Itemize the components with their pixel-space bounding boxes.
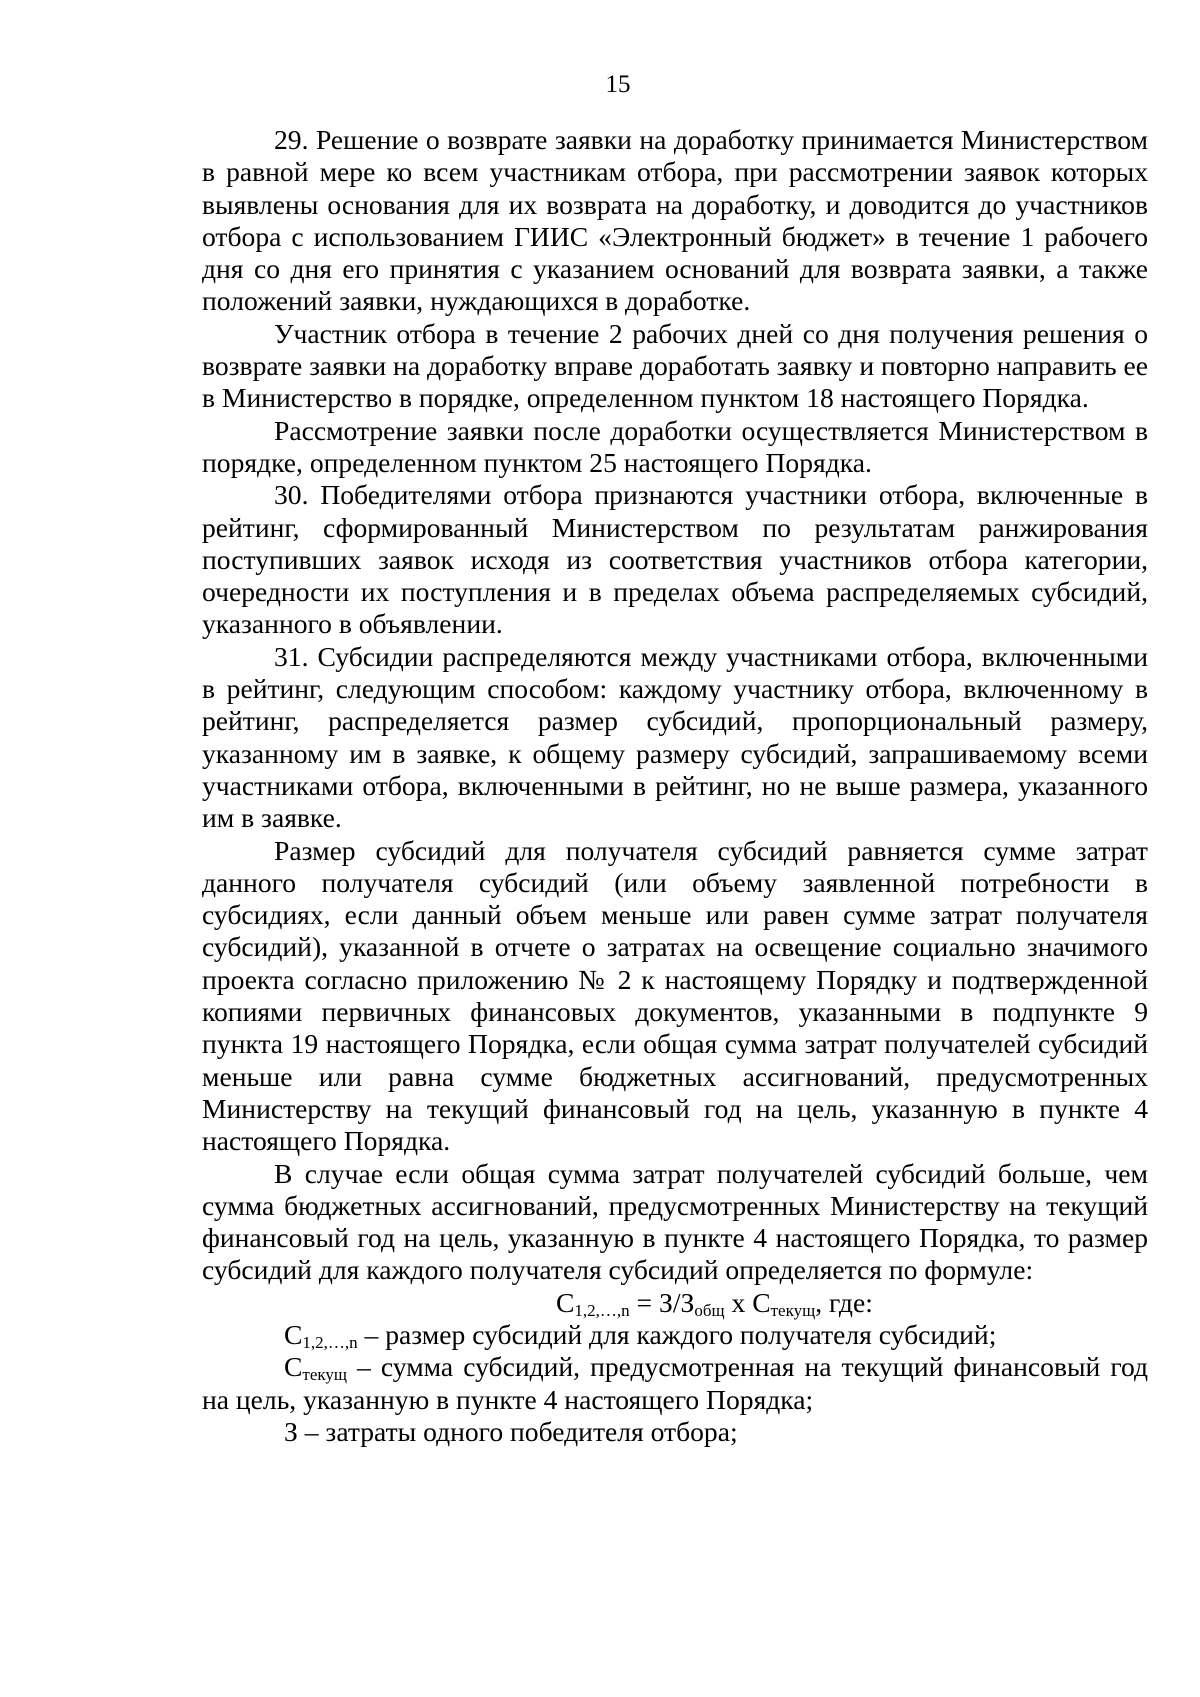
formula-z-subscript: общ bbox=[694, 1300, 725, 1320]
paragraph-rework: Участник отбора в течение 2 рабочих дней со дня получения решения о возврате заявки на доработку вправе доработать заявку и повторно направить ее в Министерство в порядке, определенном пунктом 18 настоящего Порядка. bbox=[202, 317, 1148, 414]
definition-symbol: С bbox=[284, 1318, 303, 1350]
formula-tail: , где: bbox=[815, 1286, 873, 1318]
paragraph-29: 29. Решение о возврате заявки на доработку принимается Министерством в равной мере ко всем участникам отбора, при рассмотрении заявок которых выявлены основания для их возврата на доработку, и доводится до участников отбора с использованием ГИИС «Электронный бюджет» в течение 1 рабочего дня со дня его принятия с указанием оснований для возврата заявки, а также положений заявки, нуждающихся в доработке. bbox=[202, 124, 1148, 317]
formula-c-subscript: 1,2,…,n bbox=[574, 1300, 630, 1320]
formula-times: х С bbox=[724, 1286, 771, 1318]
formula-equals: = З/З bbox=[629, 1286, 695, 1318]
paragraph-30: 30. Победителями отбора признаются участники отбора, включенные в рейтинг, сформированный Министерством по результатам ранжирования поступивших заявок исходя из соответствия участников отбора категории, очередности их поступления и в пределах объема распределяемых субсидий, указанного в объявлении. bbox=[202, 479, 1148, 640]
definition-subscript: текущ bbox=[302, 1365, 347, 1385]
definition-text: – затраты одного победителя отбора; bbox=[297, 1415, 738, 1447]
paragraph-31: 31. Субсидии распределяются между участниками отбора, включенными в рейтинг, следующим способом: каждому участнику отбора, включенному в рейтинг, распределяется размер субсидий, пропорциональный размеру, указанному им в заявке, к общему размеру субсидий, запрашиваемому всеми участниками отбора, включенными в рейтинг, но не выше размера, указанного им в заявке. bbox=[202, 640, 1148, 834]
definition-c-current bbox=[202, 1351, 1148, 1416]
definition-symbol: С bbox=[284, 1351, 303, 1383]
definition-z bbox=[202, 1416, 1148, 1448]
definition-subscript: 1,2,…,n bbox=[302, 1332, 358, 1352]
paragraph-subsidy-size: Размер субсидий для получателя субсидий равняется сумме затрат данного получателя субсидий (или объему заявленной потребности в субсидиях, если данный объем меньше или равен сумме затрат получателя субсидий), указанной в отчете о затратах на освещение социально значимого проекта согласно приложению № 2 к настоящему Порядку и подтвержденной копиями первичных финансовых документов, указанными в подпункте 9 пункта 19 настоящего Порядка, если общая сумма затрат получателей субсидий меньше или равна сумме бюджетных ассигнований, предусмотренных Министерству на текущий финансовый год на цель, указанную в пункте 4 настоящего Порядка. bbox=[202, 834, 1148, 1157]
formula-c: С bbox=[556, 1286, 575, 1318]
definition-text: – размер субсидий для каждого получателя субсидий; bbox=[357, 1318, 997, 1350]
definition-symbol: З bbox=[284, 1415, 298, 1447]
definition-text: – сумма субсидий, предусмотренная на текущий финансовый год на цель, указанную в пункте 4 настоящего Порядка; bbox=[202, 1351, 1148, 1415]
document-body bbox=[202, 124, 1148, 1448]
subsidy-formula bbox=[202, 1287, 1148, 1319]
page-number: 15 bbox=[605, 71, 631, 98]
definition-c bbox=[202, 1319, 1148, 1351]
paragraph-formula-intro: В случае если общая сумма затрат получателей субсидий больше, чем сумма бюджетных ассигнований, предусмотренных Министерству на текущий финансовый год на цель, указанную в пункте 4 настоящего Порядка, то размер субсидий для каждого получателя субсидий определяется по формуле: bbox=[202, 1157, 1148, 1286]
paragraph-review: Рассмотрение заявки после доработки осуществляется Министерством в порядке, определенном пунктом 25 настоящего Порядка. bbox=[202, 414, 1148, 478]
formula-t-subscript: текущ bbox=[770, 1300, 816, 1320]
